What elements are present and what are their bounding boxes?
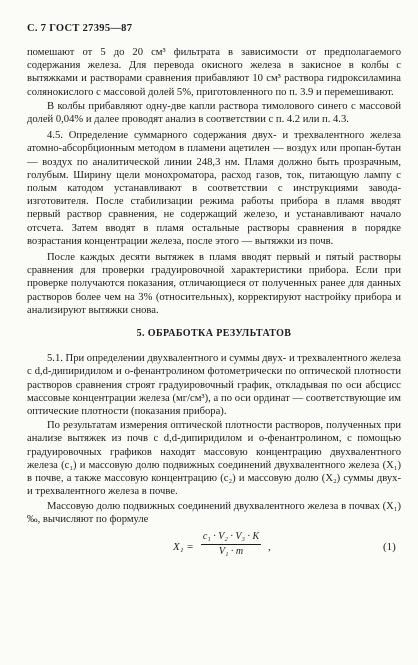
section-title: 5. ОБРАБОТКА РЕЗУЛЬТАТОВ [136, 328, 292, 340]
page-header: С. 7 ГОСТ 27395—87 [27, 23, 133, 34]
formula [27, 530, 401, 568]
paragraph: После каждых десяти вытяжек в пламя вводят первый и пятый растворы сравнения для проверки градуировочной характеристики прибора. Если при проверке получаются показания, отличающиеся от полученных ранее для данных растворов более чем на 3% (относительных), корректируют настройку прибора и анализируют вытяжки снова. [27, 252, 401, 316]
formula-period: , [268, 540, 271, 553]
paragraph: В колбы прибавляют одну-две капли раствора тимолового синего с массовой долей 0,04% и далее проводят анализ в соответствии с п. 4.2 или п. 4.3. [27, 100, 401, 126]
formula-numerator: c₁ · V₂ · V₃ · K [202, 530, 260, 542]
equation-number: (1) [383, 540, 396, 553]
formula-lhs: X₁ = [173, 540, 194, 553]
formula-fraction [195, 530, 267, 559]
paragraph: 4.5. Определение суммарного содержания двух- и трехвалентного железа атомно-абсорбционным методом в пламени ацетилен — воздух или пропан-бутан — воздух по аналитической линии 248,3 нм. Пламя должно быть прозрачным, голубым. Ширину щели монохроматора, расход газов, ток, питающую лампу с полым катодом устанавливают в соответствии с инструкциями завода-изготовителя. После стабилизации режима работы прибора в пламя вводят первый раствор сравнения, не содержащий железо, и устанавливают начало отсчета. Затем вводят в пламя остальные растворы сравнения в порядке возрастания концентрации железа, после этого — вытяжки из почв. [27, 130, 401, 247]
formula-denominator: V₁ · m [218, 545, 244, 557]
paragraph: По результатам измерения оптической плотности растворов, полученных при анализе вытяжек из почв с d,d-дипиридилом и о-фенантролином, с помощью градуировочных графиков находят массовую концентрацию двухвалентного железа (c₁) и массовую долю подвижных соединений двухвалентного железа (X₁) в почве, а также массовую концентрацию (c₂) и массовую долю (X₂) суммы двух- и трехвалентного железа в почве. [27, 420, 401, 498]
paragraph: помешают от 5 до 20 см³ фильтрата в зависимости от предполагаемого содержания железа. Для перевода окисного железа в закисное в колбы с вытяжками и растворами сравнения прибавляют 10 см³ раствора гидроксиламина солянокислого с массовой долей 5%, приготовленного по п. 3.9 и перемешивают. [27, 47, 401, 98]
document-body [27, 46, 401, 568]
paragraph: Массовую долю подвижных соединений двухвалентного железа в почвах (X₁) ‰, вычисляют по формуле [27, 500, 401, 525]
paragraph: 5.1. При определении двухвалентного и суммы двух- и трехвалентного железа с d,d-дипиридилом и о-фенантролином фотометрически по оптической плотности растворов сравнения строят градуировочный график, откладывая по оси абсцисс массовые концентрации железа (мг/см³), а по оси ординат — соответствующие им оптические плотности (показания прибора). [27, 353, 401, 418]
